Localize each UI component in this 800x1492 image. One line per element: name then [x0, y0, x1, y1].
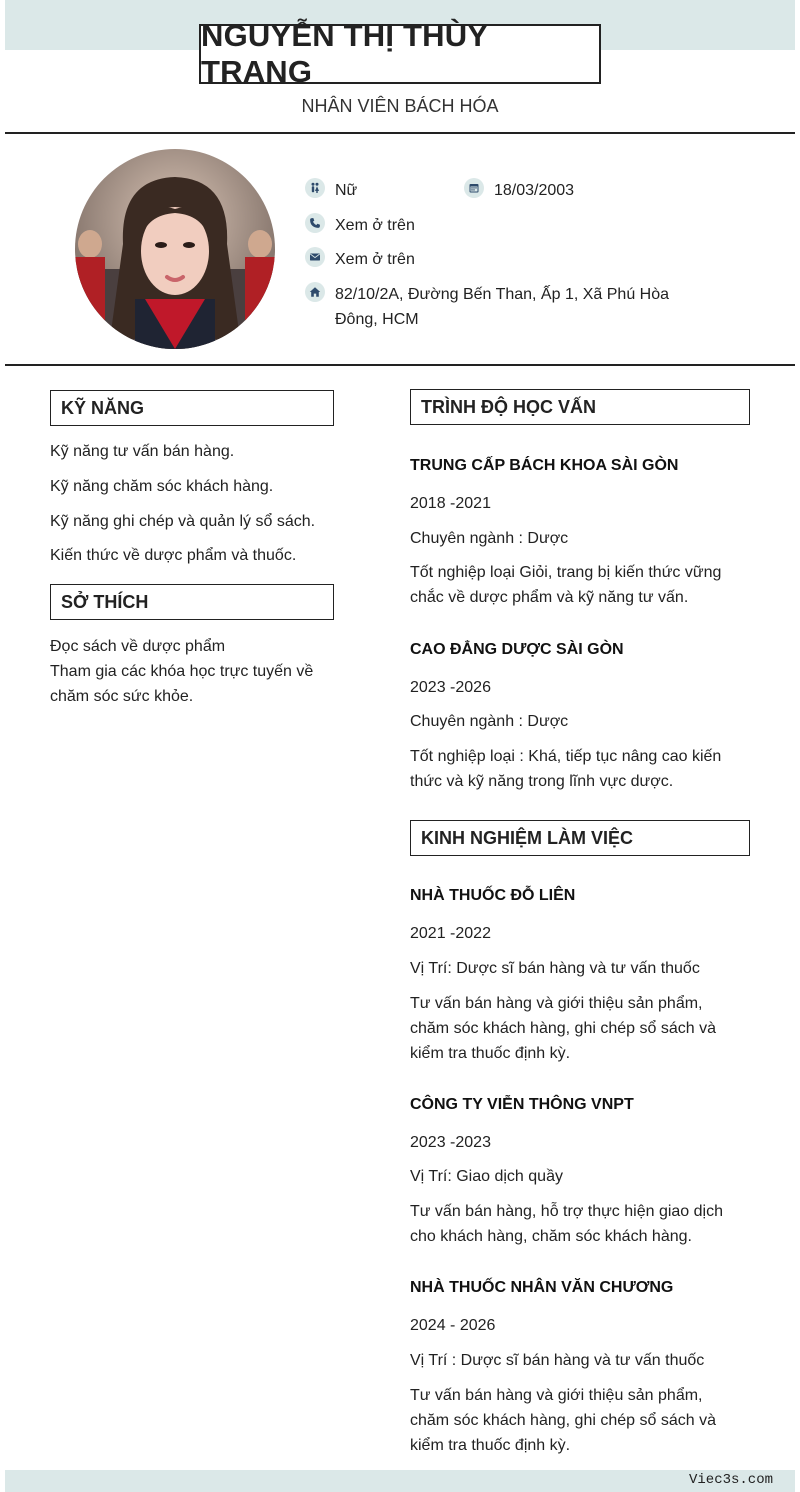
experience-period: 2023 -2023: [410, 1134, 491, 1151]
experience-period: 2021 -2022: [410, 925, 491, 942]
experience-period: 2024 - 2026: [410, 1317, 496, 1334]
description-line: Tư vấn bán hàng, hỗ trợ thực hiện giao dịch: [410, 1203, 723, 1220]
education-major: Chuyên ngành : Dược: [410, 713, 569, 730]
education-description: [410, 560, 760, 610]
experience-company: CÔNG TY VIỄN THÔNG VNPT: [410, 1096, 634, 1113]
hobby-line: Đọc sách về dược phẩm: [50, 638, 226, 655]
experience-company: NHÀ THUỐC ĐỖ LIÊN: [410, 887, 576, 904]
phone-row: [305, 213, 415, 238]
header-divider: [5, 132, 795, 134]
skill-item: Kiến thức về dược phẩm và thuốc.: [50, 547, 297, 564]
envelope-icon: [305, 247, 325, 267]
description-line: Tư vấn bán hàng và giới thiệu sản phẩm,: [410, 1387, 703, 1404]
birthdate-value: 18/03/2003: [494, 182, 575, 199]
watermark: Viec3s.com: [688, 1472, 773, 1488]
description-line: kiểm tra thuốc định kỳ.: [410, 1045, 571, 1062]
address-line-2: Đông, HCM: [335, 311, 419, 328]
address-value: [335, 282, 669, 332]
job-title: NHÂN VIÊN BÁCH HÓA: [301, 96, 499, 116]
education-school: TRUNG CẤP BÁCH KHOA SÀI GÒN: [410, 457, 679, 474]
skills-heading: KỸ NĂNG: [50, 390, 334, 426]
experience-description: [410, 1383, 760, 1458]
experience-description: [410, 1199, 760, 1249]
hobbies-heading: SỞ THÍCH: [50, 584, 334, 620]
phone-icon: [305, 213, 325, 233]
name-box: [199, 18, 601, 89]
description-line: Tư vấn bán hàng và giới thiệu sản phẩm,: [410, 995, 703, 1012]
home-icon: [305, 282, 325, 302]
description-line: chăm sóc khách hàng, ghi chép sổ sách và: [410, 1412, 716, 1429]
email-value: Xem ở trên: [335, 251, 415, 268]
avatar: [75, 149, 275, 349]
skill-item: Kỹ năng chăm sóc khách hàng.: [50, 478, 274, 495]
education-period: 2023 -2026: [410, 679, 491, 696]
experience-company: NHÀ THUỐC NHÂN VĂN CHƯƠNG: [410, 1279, 674, 1296]
experience-position: Vị Trí: Giao dịch quầy: [410, 1168, 563, 1185]
experience-position: Vị Trí : Dược sĩ bán hàng và tư vấn thuốc: [410, 1352, 705, 1369]
description-line: chắc về dược phẩm và kỹ năng tư vấn.: [410, 589, 689, 606]
hobbies-text: [50, 634, 350, 709]
gender-value: Nữ: [335, 182, 358, 199]
bottom-band: [5, 1470, 795, 1492]
experience-position: Vị Trí: Dược sĩ bán hàng và tư vấn thuốc: [410, 960, 700, 977]
experience-heading: KINH NGHIỆM LÀM VIỆC: [410, 820, 750, 856]
calendar-icon: [464, 178, 484, 198]
skill-item: Kỹ năng tư vấn bán hàng.: [50, 443, 235, 460]
skill-item: Kỹ năng ghi chép và quản lý sổ sách.: [50, 513, 316, 530]
phone-value: Xem ở trên: [335, 217, 415, 234]
description-line: cho khách hàng, chăm sóc khách hàng.: [410, 1228, 692, 1245]
birthdate-row: [464, 178, 574, 203]
education-description: [410, 744, 760, 794]
hobby-line: Tham gia các khóa học trực tuyến về: [50, 663, 314, 680]
education-heading: TRÌNH ĐỘ HỌC VẤN: [410, 389, 750, 425]
description-line: chăm sóc khách hàng, ghi chép sổ sách và: [410, 1020, 716, 1037]
address-row: [305, 282, 669, 332]
candidate-name: NGUYỄN THỊ THÙY TRANG: [201, 18, 488, 89]
hobby-line: chăm sóc sức khỏe.: [50, 688, 194, 705]
description-line: thức và kỹ năng trong lĩnh vực dược.: [410, 773, 674, 790]
description-line: Tốt nghiệp loại Giỏi, trang bị kiến thức vững: [410, 564, 722, 581]
education-period: 2018 -2021: [410, 495, 491, 512]
address-line-1: 82/10/2A, Đường Bến Than, Ấp 1, Xã Phú Hòa: [335, 286, 670, 303]
education-major: Chuyên ngành : Dược: [410, 530, 569, 547]
gender-row: [305, 178, 357, 203]
description-line: Tốt nghiệp loại : Khá, tiếp tục nâng cao kiến: [410, 748, 722, 765]
description-line: kiểm tra thuốc định kỳ.: [410, 1437, 571, 1454]
education-school: CAO ĐẲNG DƯỢC SÀI GÒN: [410, 641, 624, 658]
email-row: [305, 247, 415, 272]
profile-divider: [5, 364, 795, 366]
experience-description: [410, 991, 760, 1066]
gender-icon: [305, 178, 325, 198]
